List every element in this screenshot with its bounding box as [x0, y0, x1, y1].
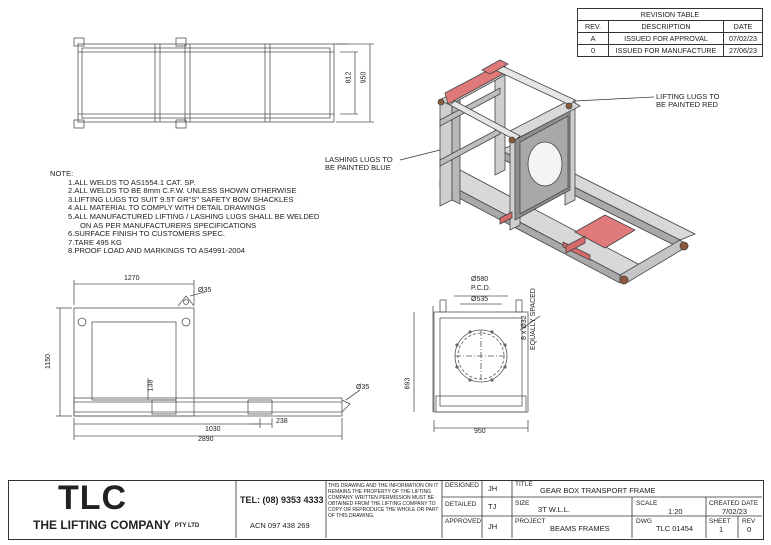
size-label: SIZE [515, 500, 530, 507]
table-row: 0 ISSUED FOR MANUFACTURE 27/06/23 [578, 45, 763, 57]
note-item: 8.PROOF LOAD AND MARKINGS TO AS4991-2004 [68, 246, 245, 256]
plan-view [74, 38, 374, 128]
sheet-label: SHEET [709, 518, 731, 525]
rev-value: 0 [747, 525, 752, 534]
dim-950-plan: 950 [360, 71, 368, 84]
dim-693: 693 [404, 377, 412, 390]
scale-label: SCALE [636, 500, 658, 507]
notes-heading: NOTE: [50, 169, 74, 178]
note-item: 2.ALL WELDS TO BE 8mm C.F.W. UNLESS SHOWN OTHERWISE [68, 186, 297, 196]
dwg-value: TLC 01454 [656, 524, 694, 533]
lifting-lugs-callout: LIFTING LUGS TO BE PAINTED RED [656, 92, 720, 109]
note-item: 5.ALL MANUFACTURED LIFTING / LASHING LUGS SHALL BE WELDED [68, 211, 320, 221]
company-name: THE LIFTING COMPANY PTY LTD [33, 518, 200, 532]
approved-value: JH [488, 522, 498, 531]
dim-238: 238 [276, 418, 288, 425]
approved-label: APPROVED [445, 518, 482, 525]
title-label: TITLE [515, 481, 533, 488]
size-value: 3T W.L.L. [538, 505, 570, 514]
disclaimer: THIS DRAWING AND THE INFORMATION ON IT REMAINS THE PROPERTY OF THE LIFTING COMPANY. WRITTEN PERMISSION MUST BE OBTAINED FROM THE LIFTING COMPANY TO COPY OR REPRODUCE THE WHOLE OR PART OF THIS DRAWING. [328, 483, 439, 519]
project-label: PROJECT [515, 518, 546, 525]
rev-label: REV [742, 518, 756, 525]
revision-table [577, 8, 763, 57]
dim-2890: 2890 [198, 436, 214, 443]
dim-hole-end: Ø35 [356, 384, 370, 391]
scale-value: 1:20 [668, 507, 683, 516]
company-logo: TLC [58, 479, 128, 517]
note-item: 4.ALL MATERIAL TO COMPLY WITH DETAIL DRAWINGS [68, 203, 266, 213]
note-item: 6.SURFACE FINISH TO CUSTOMERS SPEC. [68, 229, 225, 239]
dim-hole-top: Ø35 [198, 287, 212, 294]
dim-holes: 8 x Ø32 [521, 315, 528, 340]
dim-1150: 1150 [45, 353, 53, 370]
designed-value: JH [488, 484, 498, 493]
company-phone: TEL: (08) 9353 4333 [240, 495, 324, 505]
sheet-value: 1 [719, 525, 724, 534]
company-acn: ACN 097 438 269 [250, 521, 310, 530]
side-elevation [56, 280, 360, 440]
rev-header: REV. [578, 21, 609, 33]
lashing-lugs-callout: LASHING LUGS TO BE PAINTED BLUE [325, 155, 393, 172]
dwg-label: DWG [636, 518, 652, 525]
drawing-title: GEAR BOX TRANSPORT FRAME [540, 486, 656, 495]
description-header: DESCRIPTION [609, 21, 724, 33]
note-item: 3.LIFTING LUGS TO SUIT 9.5T GR"S" SAFETY BOW SHACKLES [68, 194, 294, 204]
dim-580: Ø580 [471, 276, 489, 283]
dim-pcd: P.C.D. [471, 285, 491, 292]
detailed-label: DETAILED [445, 501, 477, 508]
designed-label: DESIGNED [445, 482, 479, 489]
notes-block [50, 170, 319, 256]
created-label: CREATED DATE [709, 500, 759, 507]
revision-table-title: REVISION TABLE [578, 9, 763, 21]
dim-1030: 1030 [205, 426, 221, 433]
note-item: 1.ALL WELDS TO AS1554.1 CAT. SP. [68, 177, 196, 187]
date-header: DATE [724, 21, 763, 33]
table-row: A ISSUED FOR APPROVAL 07/02/23 [578, 33, 763, 45]
dim-950-end: 950 [474, 428, 486, 435]
dim-equally-spaced: EQUALLY SPACED [530, 288, 537, 350]
dim-535: Ø535 [471, 296, 489, 303]
detailed-value: TJ [488, 502, 497, 511]
note-item: 7.TARE 495 KG [68, 237, 122, 247]
dim-1270: 1270 [124, 275, 140, 282]
project-value: BEAMS FRAMES [550, 524, 610, 533]
dim-138: 138 [147, 379, 155, 392]
created-value: 7/02/23 [722, 507, 748, 516]
note-item: ON AS PER MANUFACTURERS SPECIFICATIONS [80, 220, 257, 230]
dim-812: 812 [345, 71, 353, 84]
